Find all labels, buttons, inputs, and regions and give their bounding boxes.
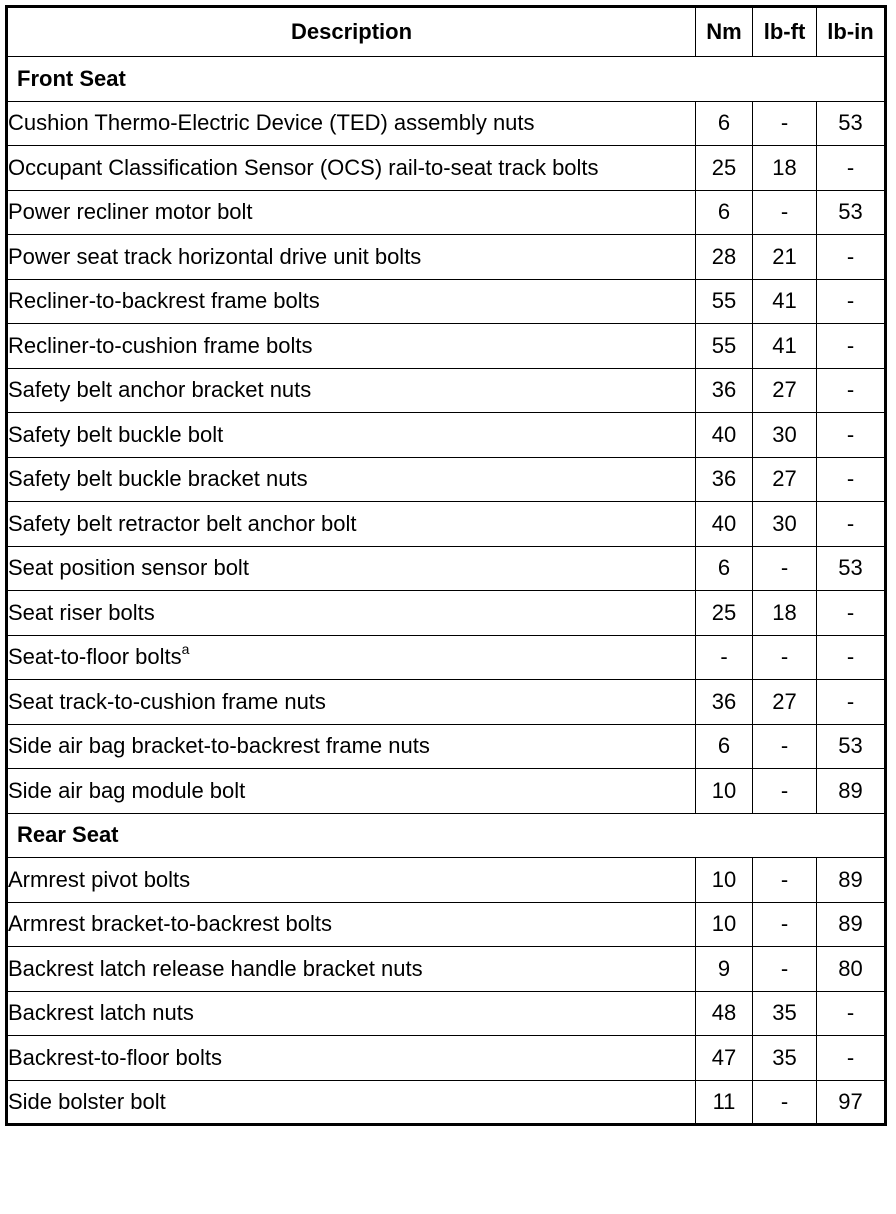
cell-lbin: - <box>817 235 886 280</box>
cell-lbft: - <box>753 902 817 947</box>
description-text: Backrest-to-floor bolts <box>8 1044 222 1070</box>
cell-description <box>7 457 696 502</box>
table-row <box>7 591 886 636</box>
cell-nm: 10 <box>696 902 753 947</box>
description-text: Seat riser bolts <box>8 599 155 625</box>
table-row <box>7 368 886 413</box>
cell-lbin: - <box>817 413 886 458</box>
table-header <box>7 7 886 57</box>
description-text: Safety belt buckle bracket nuts <box>8 466 308 492</box>
cell-nm: 9 <box>696 947 753 992</box>
cell-lbft: 35 <box>753 1036 817 1081</box>
description-text: Power seat track horizontal drive unit bolts <box>8 243 422 269</box>
cell-description <box>7 146 696 191</box>
cell-nm: 25 <box>696 591 753 636</box>
description-text: Armrest pivot bolts <box>8 866 191 892</box>
cell-nm: 48 <box>696 991 753 1036</box>
table-row <box>7 680 886 725</box>
cell-description <box>7 947 696 992</box>
table-row <box>7 235 886 280</box>
description-text: Cushion Thermo-Electric Device (TED) assembly nuts <box>8 110 535 136</box>
cell-description <box>7 769 696 814</box>
cell-lbin: 53 <box>817 190 886 235</box>
cell-nm: 47 <box>696 1036 753 1081</box>
table-row <box>7 724 886 769</box>
cell-nm: 10 <box>696 769 753 814</box>
cell-lbin: 89 <box>817 769 886 814</box>
cell-lbin: 89 <box>817 902 886 947</box>
cell-lbin: - <box>817 146 886 191</box>
cell-lbin: - <box>817 635 886 680</box>
cell-lbft: - <box>753 1080 817 1125</box>
section-header-row <box>7 57 886 102</box>
cell-nm: 55 <box>696 324 753 369</box>
table-row <box>7 635 886 680</box>
header-lbft: lb-ft <box>753 7 817 57</box>
cell-description <box>7 368 696 413</box>
description-text: Safety belt anchor bracket nuts <box>8 377 312 403</box>
table-row <box>7 902 886 947</box>
cell-lbin: - <box>817 368 886 413</box>
description-text: Armrest bracket-to-backrest bolts <box>8 911 332 937</box>
cell-nm: 6 <box>696 724 753 769</box>
table-row <box>7 858 886 903</box>
cell-lbft: 41 <box>753 279 817 324</box>
cell-nm: 36 <box>696 457 753 502</box>
cell-description <box>7 635 696 680</box>
table-row <box>7 413 886 458</box>
table-row <box>7 146 886 191</box>
cell-nm: 55 <box>696 279 753 324</box>
cell-lbft: - <box>753 190 817 235</box>
table-row <box>7 546 886 591</box>
cell-description <box>7 591 696 636</box>
cell-nm: 36 <box>696 680 753 725</box>
cell-lbft: - <box>753 858 817 903</box>
cell-description <box>7 235 696 280</box>
table-row <box>7 947 886 992</box>
cell-lbin: 53 <box>817 546 886 591</box>
cell-description <box>7 101 696 146</box>
cell-lbin: - <box>817 279 886 324</box>
cell-lbin: 89 <box>817 858 886 903</box>
cell-nm: 6 <box>696 101 753 146</box>
torque-spec-table <box>5 5 887 1126</box>
cell-lbft: 27 <box>753 680 817 725</box>
cell-description <box>7 279 696 324</box>
table-row <box>7 457 886 502</box>
header-description: Description <box>7 7 696 57</box>
cell-nm: 28 <box>696 235 753 280</box>
table-body <box>7 57 886 1125</box>
cell-description <box>7 724 696 769</box>
cell-lbft: 27 <box>753 457 817 502</box>
description-text: Side bolster bolt <box>8 1088 166 1114</box>
description-text: Recliner-to-cushion frame bolts <box>8 332 313 358</box>
cell-lbin: - <box>817 457 886 502</box>
description-text: Side air bag bracket-to-backrest frame nuts <box>8 733 430 759</box>
description-text: Power recliner motor bolt <box>8 199 253 225</box>
footnote-marker: a <box>181 640 190 657</box>
cell-nm: 25 <box>696 146 753 191</box>
description-text: Safety belt buckle bolt <box>8 421 224 447</box>
header-nm: Nm <box>696 7 753 57</box>
cell-nm: 6 <box>696 190 753 235</box>
cell-lbft: - <box>753 635 817 680</box>
cell-nm: - <box>696 635 753 680</box>
cell-description <box>7 190 696 235</box>
description-text: Backrest latch nuts <box>8 1000 194 1026</box>
cell-lbft: 27 <box>753 368 817 413</box>
cell-lbin: - <box>817 680 886 725</box>
cell-lbft: 41 <box>753 324 817 369</box>
cell-nm: 11 <box>696 1080 753 1125</box>
cell-nm: 40 <box>696 502 753 547</box>
cell-lbft: - <box>753 769 817 814</box>
table-row <box>7 1036 886 1081</box>
table-row <box>7 101 886 146</box>
cell-lbft: - <box>753 101 817 146</box>
cell-description <box>7 1036 696 1081</box>
table-row <box>7 991 886 1036</box>
description-text: Seat-to-floor bolts <box>8 644 182 670</box>
cell-lbft: 30 <box>753 413 817 458</box>
description-text: Seat track-to-cushion frame nuts <box>8 688 326 714</box>
description-text: Seat position sensor bolt <box>8 555 249 581</box>
header-lbin: lb-in <box>817 7 886 57</box>
cell-lbin: 80 <box>817 947 886 992</box>
description-text: Recliner-to-backrest frame bolts <box>8 288 320 314</box>
table-row <box>7 324 886 369</box>
cell-lbin: - <box>817 991 886 1036</box>
cell-lbin: 53 <box>817 101 886 146</box>
description-text: Safety belt retractor belt anchor bolt <box>8 510 357 536</box>
cell-lbft: 30 <box>753 502 817 547</box>
description-text: Occupant Classification Sensor (OCS) rail-to-seat track bolts <box>8 154 599 180</box>
cell-lbft: - <box>753 724 817 769</box>
cell-lbft: 21 <box>753 235 817 280</box>
table-row <box>7 1080 886 1125</box>
cell-lbft: 18 <box>753 591 817 636</box>
cell-description <box>7 546 696 591</box>
table-row <box>7 769 886 814</box>
cell-lbin: - <box>817 591 886 636</box>
cell-lbft: 18 <box>753 146 817 191</box>
table-row <box>7 190 886 235</box>
cell-lbft: - <box>753 947 817 992</box>
cell-description <box>7 680 696 725</box>
cell-nm: 40 <box>696 413 753 458</box>
cell-description <box>7 858 696 903</box>
cell-lbin: 97 <box>817 1080 886 1125</box>
header-row <box>7 7 886 57</box>
table-row <box>7 502 886 547</box>
cell-nm: 36 <box>696 368 753 413</box>
cell-lbin: - <box>817 324 886 369</box>
cell-description <box>7 902 696 947</box>
cell-lbft: 35 <box>753 991 817 1036</box>
cell-description <box>7 502 696 547</box>
section-header-row <box>7 813 886 858</box>
cell-description <box>7 413 696 458</box>
section-title: Front Seat <box>7 57 886 102</box>
cell-lbft: - <box>753 546 817 591</box>
cell-description <box>7 1080 696 1125</box>
section-title: Rear Seat <box>7 813 886 858</box>
description-text: Side air bag module bolt <box>8 777 246 803</box>
cell-nm: 6 <box>696 546 753 591</box>
cell-lbin: - <box>817 502 886 547</box>
description-text: Backrest latch release handle bracket nuts <box>8 955 423 981</box>
cell-nm: 10 <box>696 858 753 903</box>
cell-lbin: - <box>817 1036 886 1081</box>
cell-lbin: 53 <box>817 724 886 769</box>
cell-description <box>7 324 696 369</box>
cell-description <box>7 991 696 1036</box>
table-row <box>7 279 886 324</box>
